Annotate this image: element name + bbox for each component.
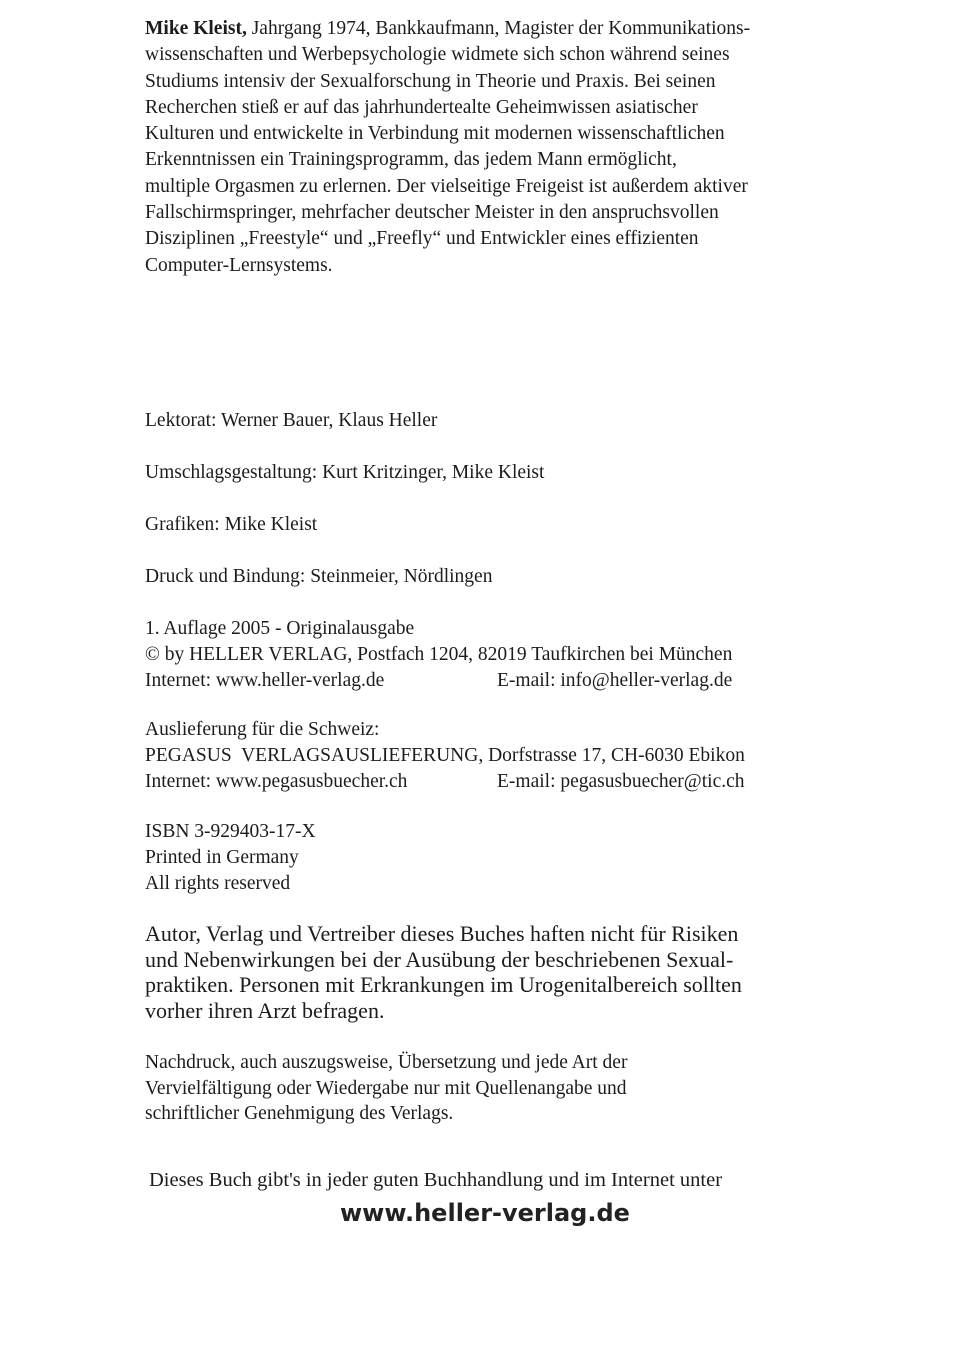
bio-line: Studiums intensiv der Sexualforschung in Theorie und Praxis. Bei seinen xyxy=(145,70,716,92)
bio-line: Disziplinen „Freestyle“ und „Freefly“ und Entwickler eines effizienten xyxy=(145,228,699,250)
isbn-number: ISBN 3-929403-17-X xyxy=(145,821,316,842)
graphics-credit: Grafiken: Mike Kleist xyxy=(145,514,318,535)
edition-info xyxy=(145,616,845,694)
disclaimer-line: Autor, Verlag und Vertreiber dieses Buches haften nicht für Risiken xyxy=(145,921,739,946)
bio-line: Fallschirmspringer, mehrfacher deutscher Meister in den anspruchsvollen xyxy=(145,202,719,224)
liability-disclaimer xyxy=(145,921,845,1023)
reprint-line: schriftlicher Genehmigung des Verlags. xyxy=(145,1103,454,1124)
disclaimer-line: vorher ihren Arzt befragen. xyxy=(145,997,385,1023)
isbn-block xyxy=(145,819,845,897)
swiss-internet: Internet: www.pegasusbuecher.ch xyxy=(145,771,408,792)
bio-line: Recherchen stieß er auf das jahrhundertealte Geheimwissen asiatischer xyxy=(145,96,698,118)
publisher-website-link[interactable]: www.heller-verlag.de xyxy=(340,1199,630,1227)
author-bio xyxy=(145,16,845,279)
swiss-distribution xyxy=(145,717,845,795)
swiss-address: PEGASUS VERLAGSAUSLIEFERUNG, Dorfstrasse 17, CH-6030 Ebikon xyxy=(145,745,745,766)
bio-line: wissenschaften und Werbepsychologie widmete sich schon während seines xyxy=(145,44,730,66)
reprint-notice xyxy=(145,1050,845,1127)
bookstore-tagline: Dieses Buch gibt's in jeder guten Buchhandlung und im Internet unter xyxy=(149,1169,723,1191)
bio-line-rest: Jahrgang 1974, Bankkaufmann, Magister der Kommunikations- xyxy=(246,18,751,39)
printing-credit: Druck und Bindung: Steinmeier, Nördlingen xyxy=(145,566,493,587)
reprint-line: Vervielfältigung oder Wiedergabe nur mit Quellenangabe und xyxy=(145,1077,627,1099)
rights-reserved: All rights reserved xyxy=(145,873,291,894)
bio-line xyxy=(145,16,845,42)
publisher-internet: Internet: www.heller-verlag.de xyxy=(145,670,385,691)
copyright-line: © by HELLER VERLAG, Postfach 1204, 82019 Taufkirchen bei München xyxy=(145,644,733,665)
publisher-email: E-mail: info@heller-verlag.de xyxy=(497,670,733,691)
bio-line: Erkenntnissen ein Trainingsprogramm, das jedem Mann ermöglicht, xyxy=(145,149,677,171)
edition-line: 1. Auflage 2005 - Originalausgabe xyxy=(145,618,415,639)
swiss-heading: Auslieferung für die Schweiz: xyxy=(145,719,380,740)
author-name: Mike Kleist, xyxy=(145,18,247,39)
swiss-email: E-mail: pegasusbuecher@tic.ch xyxy=(497,771,745,792)
cover-design-credit: Umschlagsgestaltung: Kurt Kritzinger, Mike Kleist xyxy=(145,462,545,483)
publisher-contact xyxy=(145,668,845,694)
bio-line: Kulturen und entwickelte in Verbindung mit modernen wissenschaftlichen xyxy=(145,123,725,145)
bio-line: Computer-Lernsystems. xyxy=(145,254,333,276)
swiss-contact xyxy=(145,769,845,795)
bio-line: multiple Orgasmen zu erlernen. Der vielseitige Freigeist ist außerdem aktiver xyxy=(145,175,748,197)
printed-in: Printed in Germany xyxy=(145,847,299,868)
disclaimer-line: praktiken. Personen mit Erkrankungen im Urogenitalbereich sollten xyxy=(145,972,742,997)
lektorat-credit: Lektorat: Werner Bauer, Klaus Heller xyxy=(145,410,438,431)
disclaimer-line: und Nebenwirkungen bei der Ausübung der beschriebenen Sexual- xyxy=(145,946,734,972)
reprint-line: Nachdruck, auch auszugsweise, Übersetzung und jede Art der xyxy=(145,1052,628,1073)
